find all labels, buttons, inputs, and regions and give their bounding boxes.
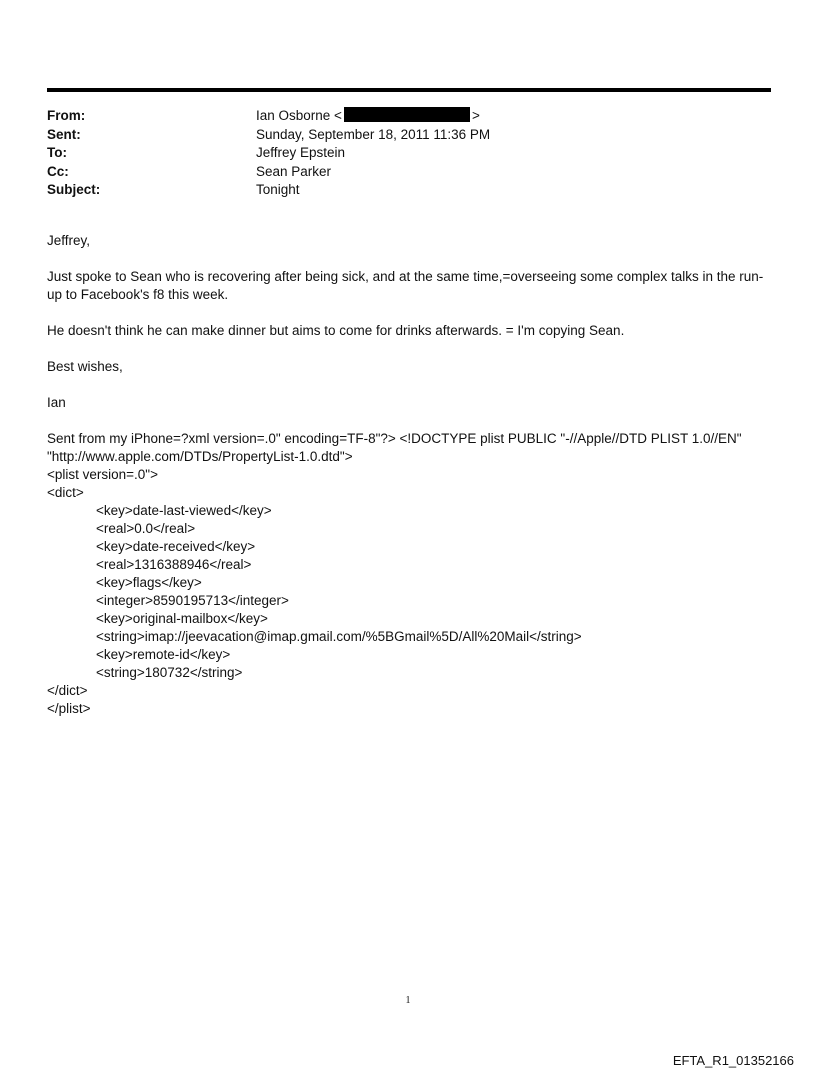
greeting: Jeffrey, bbox=[47, 233, 91, 248]
plist-block bbox=[47, 430, 767, 718]
to-value: Jeffrey Epstein bbox=[256, 145, 346, 160]
redaction-box bbox=[344, 107, 470, 122]
paragraph-1-line-1: Just spoke to Sean who is recovering after being sick, and at the same time,=overseeing some complex talks in the run- bbox=[47, 269, 764, 284]
from-row bbox=[47, 107, 767, 126]
to-label: To: bbox=[47, 145, 67, 160]
plist-line: </plist> bbox=[47, 701, 91, 716]
to-row bbox=[47, 144, 767, 163]
subject-value: Tonight bbox=[256, 182, 300, 197]
sender-name: Ian Osborne < bbox=[256, 108, 342, 123]
email-header bbox=[47, 107, 767, 200]
document-id: EFTA_R1_01352166 bbox=[672, 1053, 794, 1068]
header-rule bbox=[47, 88, 771, 92]
from-value bbox=[256, 107, 480, 126]
paragraph-1-line-2: up to Facebook's f8 this week. bbox=[47, 287, 229, 302]
subject-row bbox=[47, 181, 767, 200]
subject-label: Subject: bbox=[47, 182, 101, 197]
plist-line: <plist version=.0"> bbox=[47, 467, 158, 482]
plist-entry: <key>date-received</key> bbox=[96, 539, 256, 554]
paragraph-1 bbox=[47, 268, 767, 304]
plist-line: "http://www.apple.com/DTDs/PropertyList-1.0.dtd"> bbox=[47, 449, 353, 464]
plist-entry: <real>1316388946</real> bbox=[96, 557, 252, 572]
plist-entry: <string>imap://jeevacation@imap.gmail.com/%5BGmail%5D/All%20Mail</string> bbox=[96, 629, 582, 644]
email-body bbox=[47, 232, 767, 718]
sent-label: Sent: bbox=[47, 126, 81, 142]
cc-label: Cc: bbox=[47, 163, 69, 179]
cc-value: Sean Parker bbox=[256, 163, 332, 179]
plist-line: </dict> bbox=[47, 683, 88, 698]
plist-entry: <real>0.0</real> bbox=[96, 521, 196, 536]
plist-entry: <key>flags</key> bbox=[96, 575, 202, 590]
from-label: From: bbox=[47, 108, 86, 123]
page-number: 1 bbox=[405, 995, 411, 1006]
plist-entry: <string>180732</string> bbox=[96, 665, 243, 680]
plist-entry: <key>original-mailbox</key> bbox=[96, 611, 268, 626]
plist-entry: <key>date-last-viewed</key> bbox=[96, 503, 272, 518]
sent-value: Sunday, September 18, 2011 11:36 PM bbox=[256, 126, 491, 142]
sent-row bbox=[47, 126, 767, 145]
plist-line: <dict> bbox=[47, 485, 84, 500]
cc-row bbox=[47, 163, 767, 182]
signature: Ian bbox=[47, 395, 66, 410]
paragraph-2: He doesn't think he can make dinner but aims to come for drinks afterwards. = I'm copying Sean. bbox=[47, 323, 625, 338]
plist-entry: <key>remote-id</key> bbox=[96, 647, 231, 662]
sender-close: > bbox=[471, 108, 480, 123]
plist-entry: <integer>8590195713</integer> bbox=[96, 593, 289, 608]
sign-off: Best wishes, bbox=[47, 359, 123, 374]
plist-line: Sent from my iPhone=?xml version=.0" encoding=TF-8"?> <!DOCTYPE plist PUBLIC "-//Apple//DTD PLIST 1.0//EN" bbox=[47, 431, 742, 446]
